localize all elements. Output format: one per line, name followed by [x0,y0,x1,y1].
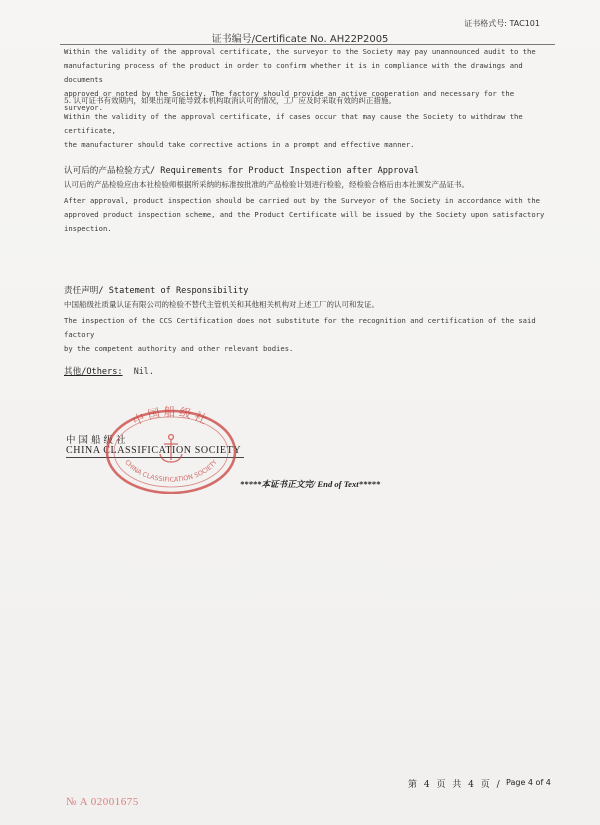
requirements-section [64,164,552,236]
society-name-en: CHINA CLASSIFICATION SOCIETY [66,445,244,458]
page-indicator-cn: 第 4 页 共 4 页 / [408,780,502,790]
others-section [64,359,552,378]
form-code: 证书格式号: TAC101 [464,19,540,28]
page-indicator-en: Page 4 of 4 [506,778,551,787]
requirements-en-line: After approval, product inspection should be carried out by the Surveyor of the Society in accordance with the [64,196,540,205]
certificate-number: 证书编号/Certificate No. AH22P2005 [211,34,389,45]
statement-section [64,284,552,356]
serial-number: № A 02001675 [66,796,139,808]
end-of-text: *****本证书正文完/ End of Text***** [239,479,381,489]
audit-line: Within the validity of the approval certificate, the surveyor to the Society may pay unannounced audit to the [64,47,536,56]
item-5-cn: 5. 认可证书有效期内，如果出现可能导致本机构取消认可的情况，工厂应及时采取有效的纠正措施。 [64,96,397,105]
others-value: Nil. [133,366,154,376]
society-name-cn: 中国船级社 [66,435,129,446]
seal-bottom-text: CHINA CLASSIFICATION SOCIETY [123,458,219,484]
audit-line: approved or noted by the Society. The factory should provide an active cooperation and necessary for the surveyor. [64,89,515,112]
requirements-heading: 认可后的产品检验方式/ Requirements for Product Inspection after Approval [64,166,419,176]
svg-text:中国船级社 [130,405,212,428]
item-5 [64,94,552,152]
requirements-cn: 认可后的产品检验应由本社检验师根据所采纳的标准按批准的产品检验计划进行检验，经检验合格后由本社颁发产品证书。 [64,180,469,189]
others-label: 其他/Others: [64,367,123,377]
statement-en-line: The inspection of the CCS Certification does not substitute for the recognition and certification of the said factory [64,316,536,339]
item-5-en-line: Within the validity of the approval certificate, if cases occur that may cause the Society to withdraw the certificate, [64,112,523,135]
item-5-en-line: the manufacturer should take corrective actions in a prompt and effective manner. [64,140,415,149]
audit-line: manufacturing process of the product in order to confirm whether it is in compliance with the drawings and documents [64,61,523,84]
seal-top-text: 中国船级社 [130,405,212,429]
statement-cn: 中国船级社质量认证有限公司的检验不替代主管机关和其他相关机构对上述工厂的认可和发证。 [64,300,379,309]
statement-en-line: by the competent authority and other relevant bodies. [64,344,294,353]
requirements-en-line: inspection. [64,224,112,233]
anchor-icon [160,435,182,462]
requirements-en-line: approved product inspection scheme, and the Product Certificate will be issued by the Society upon satisfactory [64,210,545,219]
statement-heading: 责任声明/ Statement of Responsibility [64,286,249,296]
